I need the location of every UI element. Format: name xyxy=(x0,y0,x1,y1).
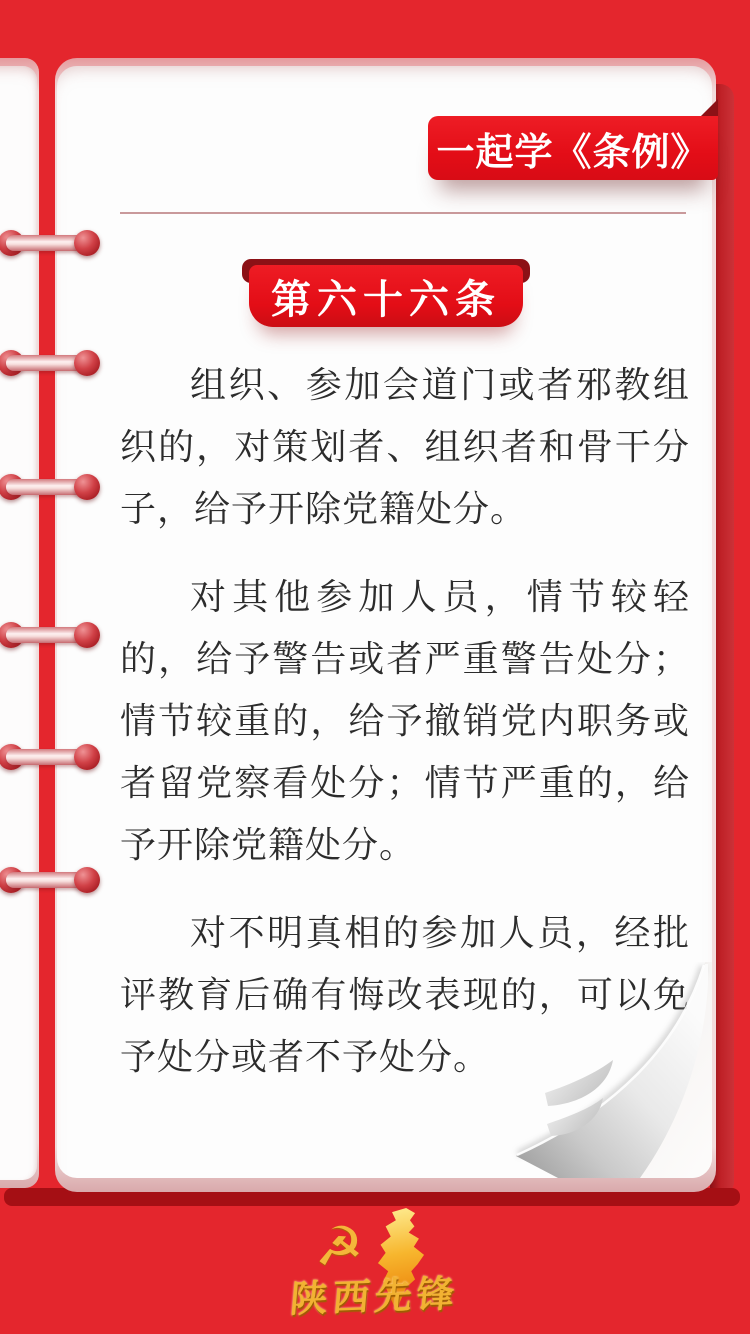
binder-ring xyxy=(0,621,100,649)
article-paragraph: 对其他参加人员，情节较轻的，给予警告或者严重警告处分；情节较重的，给予撤销党内职务或者留党察看处分；情节严重的，给予开除党籍处分。 xyxy=(120,576,690,865)
article-paragraph: 对不明真相的参加人员，经批评教育后确有悔改表现的，可以免予处分或者不予处分。 xyxy=(120,912,690,1077)
banner xyxy=(428,116,718,180)
binder-ring xyxy=(0,473,100,501)
binder-ring-bar xyxy=(6,235,92,251)
article-badge xyxy=(242,259,530,327)
binder-ring xyxy=(0,349,100,377)
article-badge-body xyxy=(249,265,523,327)
article-paragraph: 组织、参加会道门或者邪教组织的，对策划者、组织者和骨干分子，给予开除党籍处分。 xyxy=(120,364,690,529)
page-curl xyxy=(500,962,712,1178)
divider-line xyxy=(120,212,686,214)
binder-ring xyxy=(0,229,100,257)
page-curl-graphic xyxy=(500,962,712,1178)
binder-ring-bar xyxy=(6,749,92,765)
binder-ring xyxy=(0,866,100,894)
binder-ring xyxy=(0,743,100,771)
binder-ring-bar xyxy=(6,479,92,495)
binder-ring-bar xyxy=(6,872,92,888)
footer-logo xyxy=(0,1206,750,1326)
article-badge-label: 第六十六条 xyxy=(271,277,501,322)
banner-label: 一起学《条例》 xyxy=(436,131,710,174)
hammer-sickle-icon: ☭ xyxy=(315,1215,364,1278)
binder-ring-bar xyxy=(6,627,92,643)
binder-ring-bar xyxy=(6,355,92,371)
footer-logo-text: 陕西先锋 xyxy=(288,1273,461,1320)
